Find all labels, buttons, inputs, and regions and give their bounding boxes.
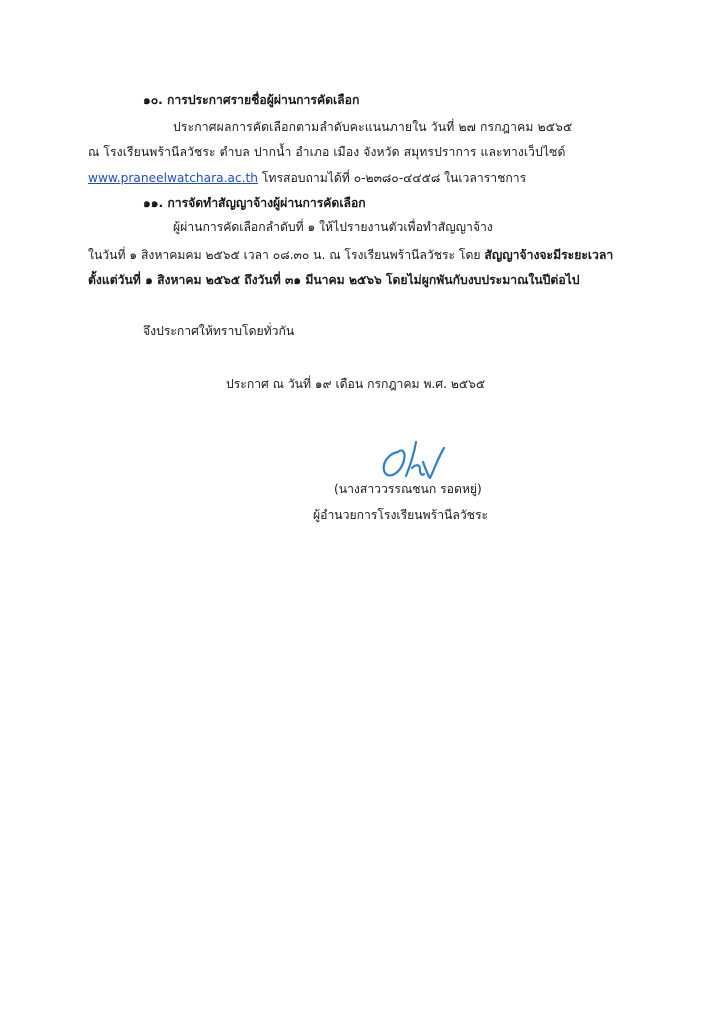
signature-image <box>376 436 450 486</box>
section-11-line-3: ตั้งแต่วันที่ ๑ สิงหาคม ๒๕๖๕ ถึงวันที่ ๓๑ มีนาคม ๒๕๖๖ โดยไม่ผูกพันกับงบประมาณในปีต่อไป <box>88 273 580 287</box>
section-10-line-3 <box>88 169 526 187</box>
website-link[interactable]: www.praneelwatchara.ac.th <box>88 171 258 185</box>
section-10-line-1: ประกาศผลการคัดเลือกตามลำดับคะแนนภายใน วันที่ ๒๗ กรกฎาคม ๒๕๖๕ <box>173 120 573 134</box>
signatory-name: (นางสาววรรณชนก รอดหยู่) <box>334 482 482 496</box>
section-11-line-2-text: ในวันที่ ๑ สิงหาคมคม ๒๕๖๕ เวลา ๐๘.๓๐ น. ณ โรงเรียนพร้านีลวัชระ โดย <box>88 248 485 262</box>
section-11-line-1: ผู้ผ่านการคัดเลือกลำดับที่ ๑ ให้ไปรายงานตัวเพื่อทำสัญญาจ้าง <box>173 220 493 234</box>
section-11-line-2 <box>88 246 613 264</box>
announcement-date: ประกาศ ณ วันที่ ๑๙ เดือน กรกฎาคม พ.ศ. ๒๕๖๕ <box>226 377 486 391</box>
section-11-line-2-bold: สัญญาจ้างจะมีระยะเวลา <box>484 248 614 262</box>
closing-announcement: จึงประกาศให้ทราบโดยทั่วกัน <box>143 324 295 338</box>
section-10-heading: ๑๐. การประกาศรายชื่อผู้ผ่านการคัดเลือก <box>143 93 360 107</box>
phone-text: โทรสอบถามได้ที่ ๐-๒๓๘๐-๔๔๕๘ ในเวลาราชการ <box>258 171 527 185</box>
section-11-heading: ๑๑. การจัดทำสัญญาจ้างผู้ผ่านการคัดเลือก <box>143 196 366 210</box>
section-10-line-2: ณ โรงเรียนพร้านีลวัชระ ตำบล ปากน้ำ อำเภอ เมือง จังหวัด สมุทรปราการ และทางเว็ปไซด์ <box>88 145 566 159</box>
signatory-title: ผู้อำนวยการโรงเรียนพร้านีลวัชระ <box>313 508 489 522</box>
